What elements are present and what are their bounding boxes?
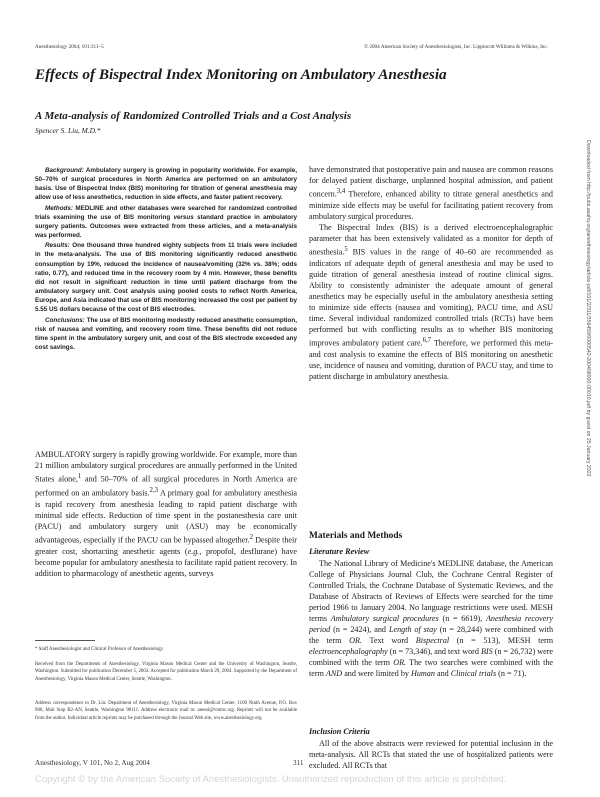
abstract-background: Background: Ambulatory surgery is growing in popularity worldwide. For example, 50–70% of surgical procedures in North America are performed on an ambulatory basis. Use of Bispectral Index (BIS) monitoring for titration of general anesthesia may allow use of less anesthetics, reduction in side effects, and faster patient recovery.	[35, 167, 297, 202]
subsection-literature-review: Literature Review	[309, 547, 370, 556]
abstract-conclusions: Conclusions: The use of BIS monitoring modestly reduced anesthetic consumption, risk of nausea and vomiting, and recovery room time. These benefits did not reduce time spent in the ambulatory surgery unit, and cost of the BIS electrode exceeded any cost savings.	[35, 316, 297, 351]
author-line: Spencer S. Liu, M.D.*	[35, 126, 101, 135]
footnote-received: Received from the Departments of Anesthesiology, Virginia Mason Medical Center and the University of Washington, Seattle, Washington. Submitted for publication December 5, 2003. Accepted for publication March 29, 2004. Supported by the Department of Anesthesiology, Virginia Mason Medical Center, Seattle, Washington.	[35, 662, 297, 682]
intro-paragraph-2: The Bispectral Index (BIS) is a derived electroencephalographic parameter that has been extensively validated as a monitor for depth of anesthesia.$^5$ BIS values in the range of 40–60 are recommended as indicators of adequate depth of general anesthesia and may be used to guide titration of general anesthesia instead of routine clinical signs. Ability to consistently administer the adequate amount of general anesthetics may be especially useful in the ambulatory anesthesia setting to minimize side effects (nausea and vomiting), PACU time, and ASU time. Several individual randomized controlled trials (RCTs) have been performed but with conflicting results as to whether BIS monitoring improves ambulatory patient care.$^{6,7}$ Therefore, we performed this meta- and cost analysis to examine the effects of BIS monitoring on anesthetic use, incidence of nausea and vomiting, duration of PACU stay, and time to patient discharge in ambulatory anesthesia.	[309, 222, 553, 381]
intro-paragraph-1: AMBULATORY surgery is rapidly growing worldwide. For example, more than 21 million ambulatory surgical procedures are annually performed in the United States alone,$^1$ and 50–70% of all surgical procedures in North America are performed on an ambulatory basis.$^{2,3}$ A primary goal for ambulatory anesthesia is rapid recovery from anesthesia leading to rapid patient discharge with minimal side effects. Reduction of time spent in the postanesthesia care unit (PACU) and ambulatory surgery unit (ASU) may be economically advantageous, especially if the PACU can be bypassed altogether.$^2$ Despite their greater cost, shortacting anesthetic agents (e.g., propofol, desflurane) have become popular for ambulatory anesthesia to facilitate rapid patient recovery. In addition to pharmacology of anesthetic agents, surveys	[35, 450, 298, 578]
intro-paragraph-1-continued: have demonstrated that postoperative pain and nausea are common reasons for delayed patient discharge, unplanned hospital admission, and patient concern.$^{3,4}$ Therefore, enhanced ability to titrate general anesthetics and minimize side effects may be useful for facilitating patient recovery from ambulatory surgical procedures.	[309, 165, 553, 221]
copyright-watermark: Copyright © by the American Society of Anesthesiologists. Unauthorized reproduction of this article is prohibited.	[35, 774, 507, 785]
article-title: Effects of Bispectral Index Monitoring on Ambulatory Anesthesia	[35, 66, 447, 83]
section-heading-methods: Materials and Methods	[309, 531, 403, 541]
footer-journal-issue: Anesthesiology, V 101, No 2, Aug 2004	[35, 759, 150, 767]
article-subtitle: A Meta-analysis of Randomized Controlled Trials and a Cost Analysis	[35, 110, 352, 122]
footnote-correspondence: Address correspondence to Dr. Liu: Department of Anesthesiology, Virginia Mason Medical Center, 1100 Ninth Avenue, P.O. Box 900, Mail Stop B2-AN, Seattle, Washington 98111. Address electronic mail to: anessl@vmmc.org. Reprints will not be available from the author. Individual article reprints may be purchased through the Journal Web site, www.anesthesiology.org.	[35, 701, 297, 721]
subsection-inclusion-criteria: Inclusion Criteria	[309, 727, 370, 736]
introduction-column-right	[309, 164, 553, 382]
header-copyright: © 2004 American Society of Anesthesiologists, Inc. Lippincott Williams & Wilkins, Inc.	[364, 44, 548, 50]
introduction-column-left	[35, 449, 297, 579]
page-number: 311	[293, 759, 304, 767]
journal-reference: Anesthesiology 2004; 101:311–5	[35, 44, 104, 50]
inclusion-criteria-text: All of the above abstracts were reviewed for potential inclusion in the meta-analysis. All RCTs that stated the use of hospitalized patients were excluded. All RCTs that	[309, 739, 553, 771]
download-side-note: Downloaded from http://pubs.asahq.org/anesthesiology/article-pdf/101/2/311/356459/0000542-200408000-00010.pdf by guest on 25 January 2022	[585, 140, 591, 477]
literature-review-text: The National Library of Medicine's MEDLINE database, the American College of Physicians Journal Club, the Cochrane Central Register of Controlled Trials, the Cochrane Database of Systematic Reviews, and the Database of Abstracts of Reviews of Effects were searched for the time period 1966 to January 2004. No language restrictions were used. MESH terms Ambulatory surgical procedures (n = 6619), Anesthesia recovery period (n = 2424), and Length of stay (n = 28,244) were combined with the term OR. Text word Bispectral (n = 513), MESH term electroencephalography (n = 73,346), and text word BIS (n = 26,732) were combined with the term OR. The two searches were combined with the term AND and were limited by Human and Clinical trials (n = 71).	[309, 559, 554, 679]
abstract-results: Results: One thousand three hundred eighty subjects from 11 trials were included in the meta-analysis. The use of BIS monitoring significantly reduced anesthetic consumption by 19%, reduced the incidence of nausea/vomiting (32% vs. 38%; odds ratio, 0.77), and reduced time in the recovery room by 4 min. However, these benefits did not result in significant reduction in time until patient discharge from the ambulatory surgery unit. Cost analysis using pooled costs to reflect North America, Europe, and Asia indicated that use of BIS monitoring increased the cost per patient by 5.55 US dollars because of the cost of BIS electrodes.	[35, 242, 297, 314]
abstract	[35, 166, 297, 353]
abstract-methods: Methods: MEDLINE and other databases were searched for randomized controlled trials examining the use of BIS monitoring versus standard practice in ambulatory surgery patients. Outcomes were extracted from these articles, and a meta-analysis was performed.	[35, 204, 298, 240]
footnote-author-title: * Staff Anesthesiologist and Clinical Professor of Anesthesiology.	[35, 647, 164, 652]
footnote-divider	[35, 640, 95, 641]
